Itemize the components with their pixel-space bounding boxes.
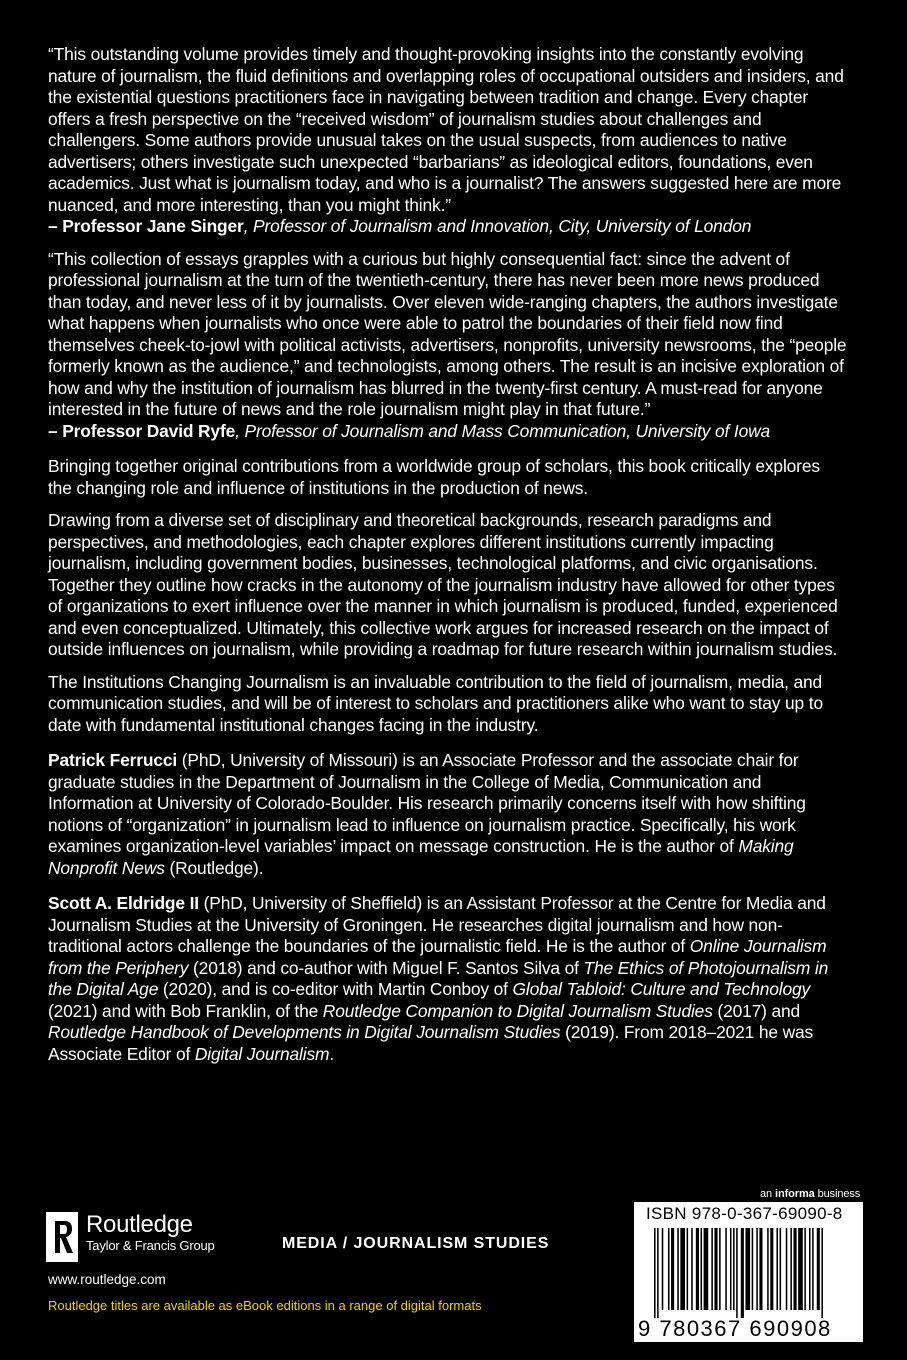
barcode-bar [776,1228,778,1310]
book-title: Making Nonprofit News [48,836,794,878]
barcode-bar [804,1228,806,1310]
author-bio-eldridge: Scott A. Eldridge II (PhD, University of Sheffield) is an Assistant Professor at the Centre for Media and Journalism Studies at the University of Groningen. He researches digital journalism and how non-traditional actors challenge the boundaries of the journalistic field. He is the author of Online Journalism from the Periphery (2018) and co-author with Miguel F. Santos Silva of The Ethics of Photojournalism in the Digital Age (2020), and is co-editor with Martin Conboy of Global Tabloid: Culture and Technology (2021) and with Bob Franklin, of the Routledge Companion to Digital Journalism Studies (2017) and Routledge Handbook of Developments in Digital Journalism Studies (2019). From 2018–2021 he was Associate Editor of Digital Journalism. [48,893,829,1064]
barcode-bar [668,1228,670,1310]
barcode-bar [741,1228,744,1318]
reviewer-title: , Professor of Journalism and Innovation, City, University of London [243,216,752,236]
review-quote: “This outstanding volume provides timely and thought-provoking insights into the constantly evolving nature of journalism, the fluid definitions and overlapping roles of occupational outsiders and insiders, and the existential questions practitioners face in navigating between tradition and change. Every chapter offers a fresh perspective on the “received wisdom” of journalism studies about challenges and challengers. Some authors provide unusual takes on the usual suspects, from audiences to native advertisers; others investigate such unexpected “barbarians” as ideological editors, foundations, even academics. Just what is journalism today, and who is a journalist? The answers suggested here are more nuanced, and more interesting, than you might think.” [48,44,844,215]
reviewer-title: , Professor of Journalism and Mass Communication, University of Iowa [235,420,771,441]
barcode-bar [691,1228,693,1310]
barcode-bar [817,1228,820,1310]
review-attribution [48,421,770,441]
barcode-bar [714,1228,717,1310]
barcode-bar [657,1228,659,1318]
isbn-label: ISBN 978-0-367-69090-8 [646,1204,843,1223]
barcode-digits: 9 780367 690908 [638,1316,832,1341]
barcode-bar [809,1228,811,1310]
attribution-dash: – [48,216,63,236]
author-name: Patrick Ferrucci [48,750,178,770]
barcode-bar [704,1228,709,1310]
review-attribution [48,216,751,236]
barcode-bar [687,1228,689,1310]
publisher-url[interactable]: www.routledge.com [48,1272,166,1287]
isbn-barcode [634,1202,863,1342]
barcode-bar [730,1228,732,1310]
barcode-bar [786,1228,788,1310]
barcode-bar [756,1228,758,1310]
review-quote: “This collection of essays grapples with a curious but highly consequential fact: since the advent of professional journalism at the turn of the twentieth-century, there has never been more news produced than today, and never less of it by journalists. Over eleven wide-ranging chapters, the authors investigate what happens when journalists who once were able to patrol the boundaries of their field now find themselves cheek-to-jowl with political activists, advertisers, nonprofits, university newsrooms, the “people formerly known as the audience,” and technologists, among others. The result is an incisive exploration of how and why the institution of journalism has blurred in the twenty-first century. A must-read for anyone interested in the future of news and the role journalism might play in that future.” [48,248,847,419]
publisher-group: Taylor & Francis Group [86,1238,215,1253]
barcode-bar [662,1228,664,1310]
description-paragraph: Bringing together original contributions from a worldwide group of scholars, this book critically explores the changing role and influence of institutions in the production of news. [48,456,820,498]
barcode-bar [821,1228,823,1318]
barcode-bar [794,1228,797,1310]
barcode-bar [790,1228,792,1310]
barcode-bar [759,1228,762,1310]
barcode-bar [680,1228,685,1310]
barcode-bar [677,1228,679,1310]
book-title: Routledge Companion to Digital Journalism Studies [322,1000,713,1021]
barcode-bar [745,1228,750,1310]
publisher-name: Routledge [86,1211,193,1238]
ebook-note: Routledge titles are available as eBook editions in a range of digital formats [48,1298,482,1313]
reviewer-name: Professor Jane Singer [62,216,244,236]
barcode-bar [752,1228,754,1310]
reviewer-name: Professor David Ryfe [62,420,236,441]
barcode-bar [767,1228,769,1310]
review-2 [48,249,848,443]
routledge-logo [46,1212,215,1262]
barcode-bar [701,1228,703,1310]
author-bio-ferrucci: Patrick Ferrucci (PhD, University of Missouri) is an Associate Professor and the associate chair for graduate studies in the Department of Journalism in the College of Media, Communication and Information at University of Colorado-Boulder. His research primarily concerns itself with how shifting notions of “organization” in journalism lead to influence on journalism practice. Specifically, his work examines organization-level variables’ impact on message construction. He is the author of Making Nonprofit News (Routledge). [48,750,806,878]
author-name: Scott A. Eldridge II [48,893,199,913]
barcode-bar [719,1228,721,1310]
barcode-bar [736,1228,738,1318]
barcode-bar [671,1228,674,1310]
description-paragraph: Drawing from a diverse set of disciplinary and theoretical backgrounds, research paradigms and perspectives, and methodologies, each chapter explores different institutions currently impacting journalism, including government bodies, businesses, technological platforms, and civic organisations. Together they outline how cracks in the autonomy of the journalism industry have allowed for other types of organizations to exert influence over the manner in which journalism is produced, funded, experienced and even conceptualized. Ultimately, this collective work argues for increased research on the impact of outside influences on journalism, while providing a roadmap for future research within journalism studies. [48,510,838,659]
barcode-bar [725,1228,727,1310]
barcode-bar [812,1228,814,1310]
barcode-bar [780,1228,782,1310]
attribution-dash: – [48,420,63,441]
barcode-bar [798,1228,803,1310]
barcode-bar [654,1228,656,1318]
cover-text [48,44,848,1076]
book-title: Online Journalism from the Periphery [48,936,827,978]
journal-title: Digital Journalism [194,1043,330,1064]
barcode-bar [711,1228,713,1310]
barcode-bar [770,1228,773,1310]
barcode-bar [696,1228,699,1310]
book-title: Global Tabloid: Culture and Technology [512,979,811,999]
informa-tagline: an informa business [760,1188,861,1200]
description-paragraph: The Institutions Changing Journalism is an invaluable contribution to the field of journalism, media, and communication studies, and will be of interest to scholars and practitioners alike who want to stay up to date with fundamental institutional changes facing in the industry. [48,671,823,735]
barcode-bar [733,1228,735,1310]
book-title: The Ethics of Photojournalism in the Digital Age [48,957,829,999]
book-title: Routledge Handbook of Developments in Digital Journalism Studies [48,1022,561,1042]
subject-category: MEDIA / JOURNALISM STUDIES [282,1235,550,1252]
routledge-r-icon [46,1212,78,1262]
review-1 [48,44,848,238]
barcode-bars [634,1228,863,1342]
